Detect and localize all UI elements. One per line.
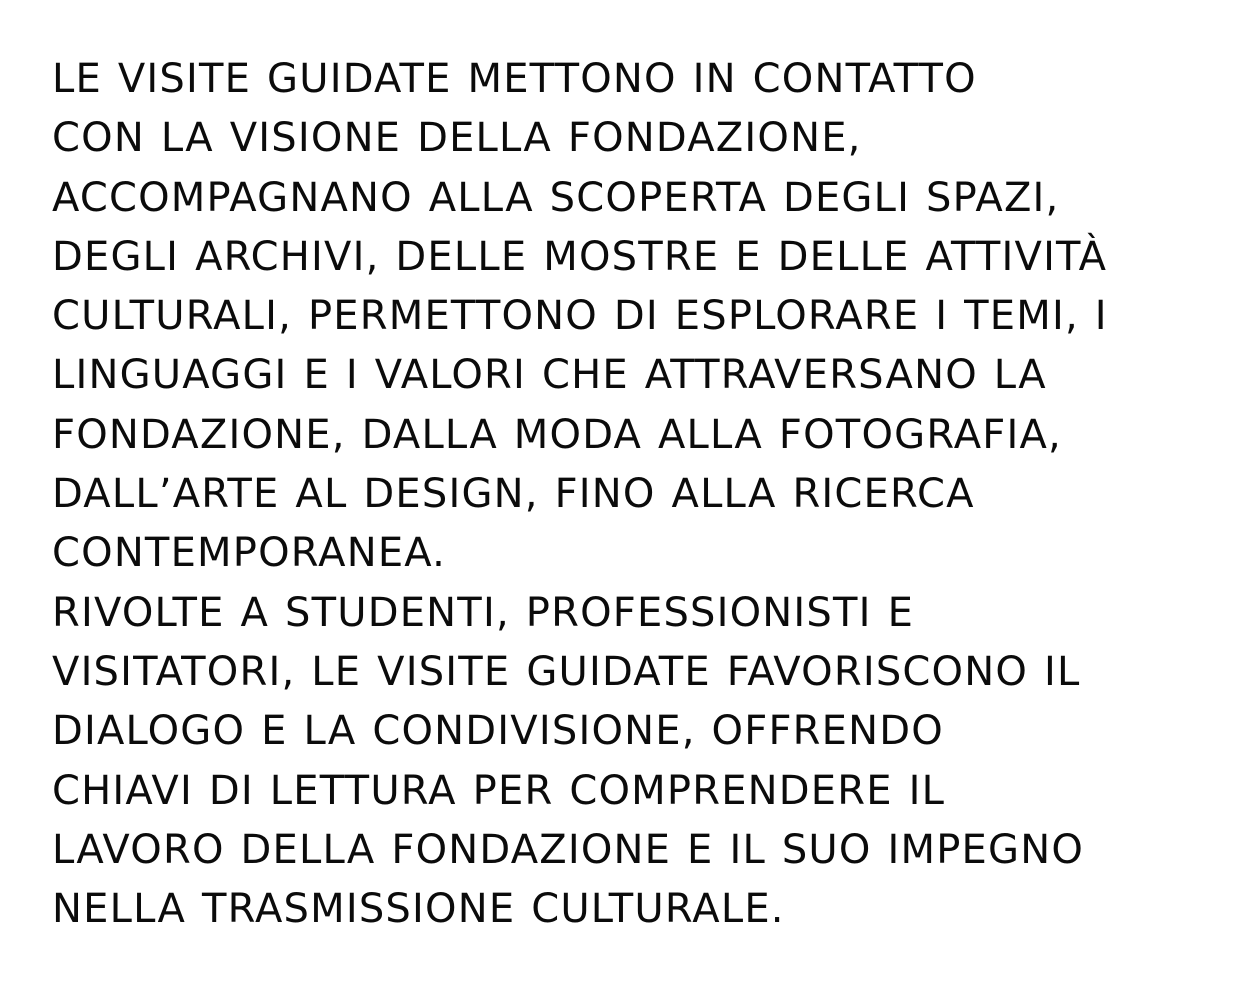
text-line: FONDAZIONE, DALLA MODA ALLA FOTOGRAFIA, bbox=[52, 411, 1062, 458]
text-line: DIALOGO E LA CONDIVISIONE, OFFRENDO bbox=[52, 708, 944, 755]
text-line: DALL’ARTE AL DESIGN, FINO ALLA RICERCA bbox=[52, 471, 975, 518]
text-line: RIVOLTE A STUDENTI, PROFESSIONISTI E bbox=[52, 589, 915, 636]
paragraph-intro bbox=[52, 50, 1232, 584]
text-line: LE VISITE GUIDATE METTONO IN CONTATTO bbox=[52, 56, 977, 102]
text-line: CULTURALI, PERMETTONO DI ESPLORARE I TEMI, I bbox=[52, 293, 1108, 340]
text-line: NELLA TRASMISSIONE CULTURALE. bbox=[52, 886, 785, 933]
text-line: LINGUAGGI E I VALORI CHE ATTRAVERSANO LA bbox=[52, 352, 1047, 399]
paragraph-audience bbox=[52, 584, 1232, 940]
text-line: CHIAVI DI LETTURA PER COMPRENDERE IL bbox=[52, 767, 946, 814]
body-text bbox=[52, 50, 1232, 939]
text-line: LAVORO DELLA FONDAZIONE E IL SUO IMPEGNO bbox=[52, 826, 1085, 873]
text-line: CON LA VISIONE DELLA FONDAZIONE, bbox=[52, 115, 862, 162]
text-line: CONTEMPORANEA. bbox=[52, 530, 447, 577]
text-line: VISITATORI, LE VISITE GUIDATE FAVORISCONO IL bbox=[52, 648, 1081, 695]
text-line: DEGLI ARCHIVI, DELLE MOSTRE E DELLE ATTIVITÀ bbox=[52, 233, 1108, 280]
text-line: ACCOMPAGNANO ALLA SCOPERTA DEGLI SPAZI, bbox=[52, 174, 1060, 221]
